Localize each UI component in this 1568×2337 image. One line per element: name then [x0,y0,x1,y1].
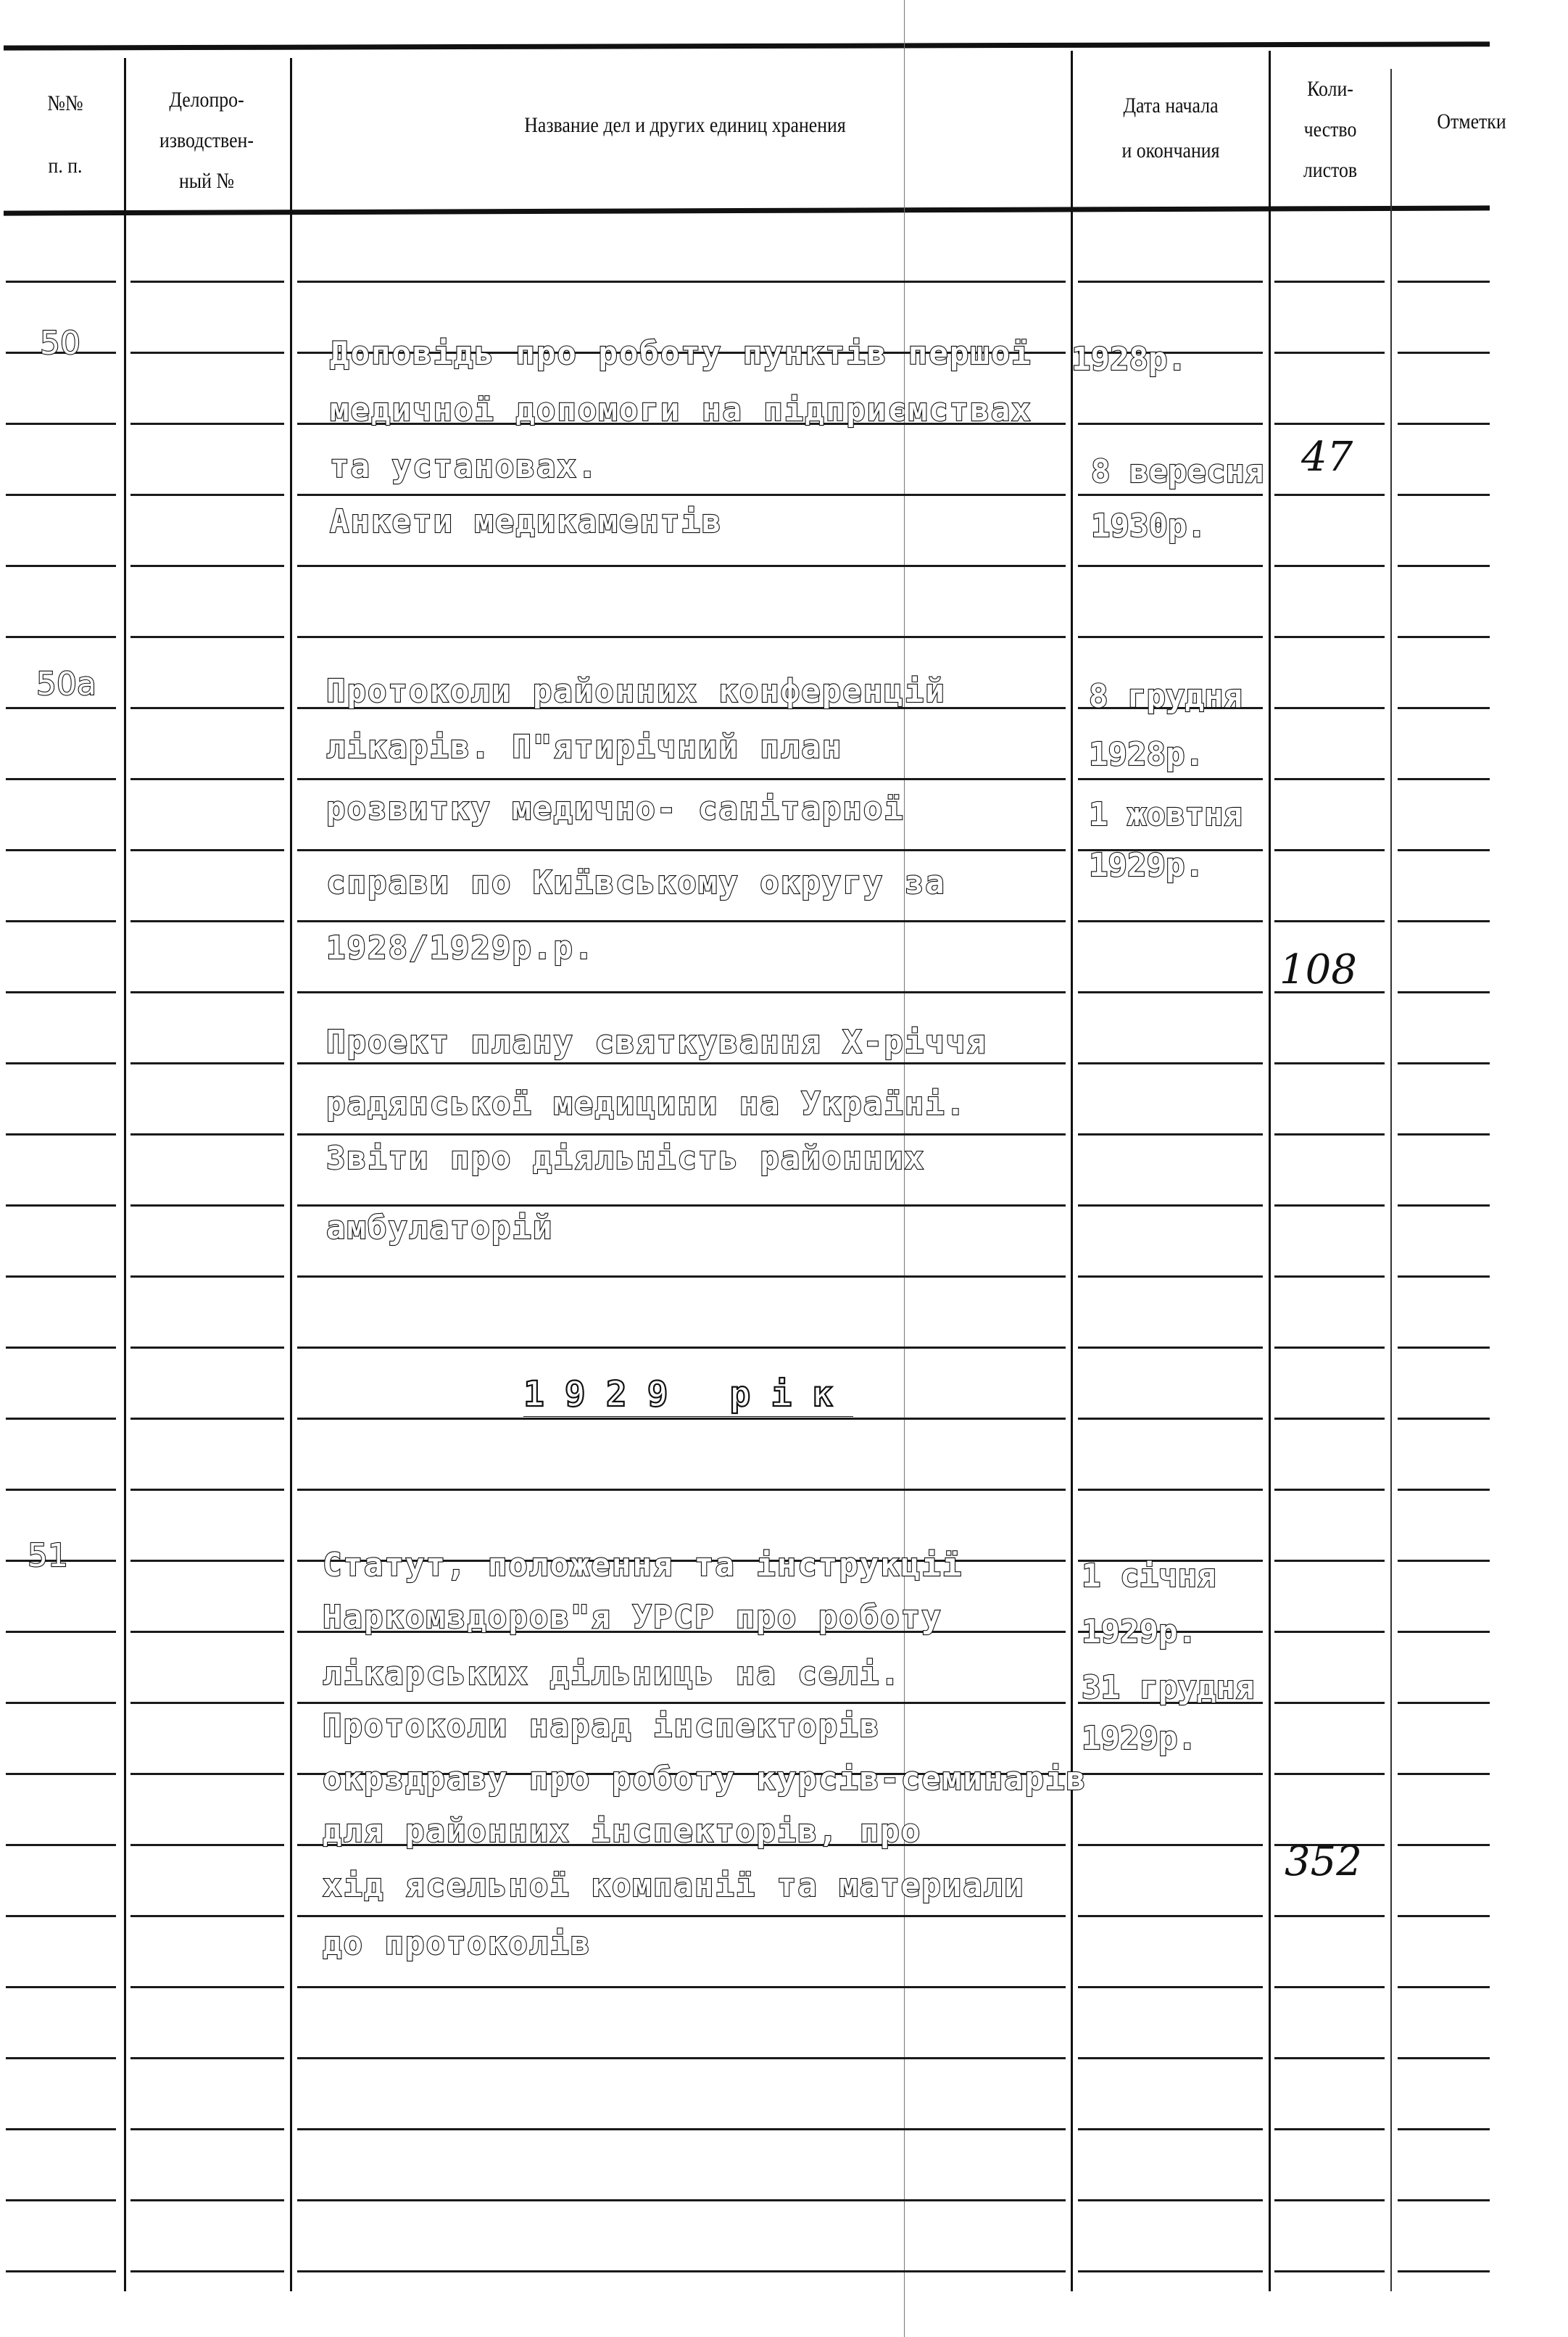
row-rule [1398,2128,1490,2130]
row-rule [1078,991,1263,993]
header-sheets [1280,69,1380,191]
row-rule [130,1702,284,1704]
row-rule [6,1347,116,1349]
row-rule [1274,1773,1385,1775]
row-rule [1274,1631,1385,1633]
entry-50a-date: 1 жовтня [1089,796,1243,833]
row-rule [1274,2270,1385,2272]
row-rule [1398,423,1490,425]
row-rule [1398,494,1490,496]
row-rule [1274,1204,1385,1207]
row-rule [130,849,284,851]
row-rule [1398,352,1490,354]
row-rule [6,423,116,425]
row-rule [1398,1986,1490,1988]
row-rule [130,1133,284,1136]
row-rule [1078,1986,1263,1988]
row-rule [1274,423,1385,425]
entry-50-number: 50 [40,325,80,362]
row-rule [1274,1347,1385,1349]
row-rule [1078,1489,1263,1491]
header-office-num [141,80,273,202]
row-rule [6,1133,116,1136]
row-rule [1274,2057,1385,2059]
row-rule [6,1275,116,1278]
row-rule [6,1986,116,1988]
row-rule [6,1489,116,1491]
row-rule [6,707,116,709]
row-rule [1274,1489,1385,1491]
header-bottom-rule [4,205,1490,215]
row-rule [130,352,284,354]
header-num-line2: п. п. [48,154,83,178]
row-rule [6,1915,116,1917]
entry-50a-title-line: Звіти про діяльність районних [326,1140,926,1177]
entry-50a-title-line: Протоколи районних конференцій [326,673,946,710]
row-rule [1274,707,1385,709]
row-rule [1274,1133,1385,1136]
row-rule [130,1844,284,1846]
row-rule [1274,352,1385,354]
row-rule [1078,920,1263,922]
row-rule [1398,1133,1490,1136]
row-rule [6,1062,116,1064]
header-sheets-line2: чество [1303,117,1357,141]
row-rule [130,1062,284,1064]
entry-50-date: 8 вересня [1091,453,1264,490]
row-rule [1398,565,1490,567]
row-rule [130,423,284,425]
row-rule [130,636,284,638]
row-rule [1274,2128,1385,2130]
row-rule [1398,1560,1490,1562]
row-rule [297,1133,1066,1136]
row-rule [6,636,116,638]
row-rule [6,1702,116,1704]
row-rule [130,1347,284,1349]
row-rule [1274,1702,1385,1704]
entry-50a-title-line: розвитку медично- санітарної [326,790,905,827]
row-rule [6,565,116,567]
header-title: Название дел и других единиц хранения [524,113,846,137]
row-rule [297,2199,1066,2201]
col-divider-3 [1071,51,1073,2291]
row-rule [1078,494,1263,496]
row-rule [1274,1062,1385,1064]
row-rule [130,1275,284,1278]
row-rule [297,920,1066,922]
row-rule [6,281,116,283]
row-rule [6,991,116,993]
header-sheets-line3: листов [1303,158,1358,182]
row-rule [1078,1844,1263,1846]
entry-50a-date: 1928р. [1089,736,1204,773]
row-rule [297,2057,1066,2059]
entry-51-date: 1929р. [1082,1720,1197,1757]
header-office-line2: изводствен- [159,128,254,152]
row-rule [1274,920,1385,922]
row-rule [1274,1915,1385,1917]
row-rule [297,2128,1066,2130]
row-rule [1274,2199,1385,2201]
entry-50a-date: 1929р. [1089,847,1204,884]
row-rule [6,494,116,496]
row-rule [1274,281,1385,283]
row-rule [6,2128,116,2130]
entry-50-title-line: медичної допомоги на підприємствах [330,392,1032,429]
row-rule [1398,1773,1490,1775]
row-rule [297,1702,1066,1704]
row-rule [1398,991,1490,993]
row-rule [1274,1560,1385,1562]
row-rule [1398,920,1490,922]
row-rule [1398,1702,1490,1704]
row-rule [6,849,116,851]
row-rule [297,1204,1066,1207]
row-rule [130,1773,284,1775]
header-office-line1: Делопро- [169,88,244,112]
row-rule [1078,2199,1263,2201]
row-rule [1274,494,1385,496]
row-rule [1398,1275,1490,1278]
entry-51-title-line: для районних інспекторів, про [323,1813,922,1850]
entry-51-title-line: до протоколів [323,1925,592,1962]
row-rule [130,2199,284,2201]
row-rule [1078,1275,1263,1278]
col-divider-4 [1269,51,1271,2291]
header-dates [1090,83,1252,173]
header-office-line3: ный № [178,169,235,193]
row-rule [297,565,1066,567]
row-rule [297,1489,1066,1491]
row-rule [130,920,284,922]
entry-51-sheet-count: 352 [1285,1838,1362,1885]
entry-51-date: 1929р. [1082,1613,1197,1650]
row-rule [297,636,1066,638]
row-rule [130,2128,284,2130]
row-rule [297,1347,1066,1349]
row-rule [1078,778,1263,780]
row-rule [130,1560,284,1562]
row-rule [1398,2270,1490,2272]
row-rule [130,707,284,709]
row-rule [297,281,1066,283]
row-rule [130,281,284,283]
entry-51-title-line: лікарських дільниць на селі. [323,1655,901,1692]
row-rule [297,494,1066,496]
header-dates-line1: Дата начала [1123,94,1219,117]
row-rule [130,1986,284,1988]
row-rule [1274,565,1385,567]
row-rule [297,2270,1066,2272]
row-rule [297,849,1066,851]
row-rule [6,1773,116,1775]
row-rule [1078,565,1263,567]
row-rule [1398,849,1490,851]
row-rule [1078,423,1263,425]
row-rule [6,920,116,922]
header-top-rule [4,41,1490,50]
row-rule [1274,1275,1385,1278]
row-rule [1398,1347,1490,1349]
entry-50a-title-line: амбулаторій [326,1209,554,1246]
entry-50-date: 1930р. [1091,508,1206,545]
row-rule [1078,281,1263,283]
entry-51-title-line: Протоколи нарад інспекторів [323,1708,881,1745]
entry-50-title-line: Доповідь про роботу пунктів першої [330,335,1032,372]
row-rule [6,1418,116,1420]
col-divider-2 [290,58,292,2291]
entry-50a-title-line: радянської медицини на Україні. [326,1085,967,1122]
row-rule [1398,778,1490,780]
header-dates-line2: и окончания [1121,138,1220,162]
row-rule [1398,2057,1490,2059]
row-rule [1078,2057,1263,2059]
entry-50a-number: 50а [36,666,96,703]
row-rule [1398,1631,1490,1633]
entry-50a-title-line: лікарів. П"ятирічний план [326,729,843,766]
row-rule [1398,636,1490,638]
header-num [22,87,109,183]
row-rule [130,1204,284,1207]
entry-51-date: 31 грудня [1082,1669,1255,1706]
row-rule [1274,1418,1385,1420]
row-rule [297,1275,1066,1278]
row-rule [130,778,284,780]
row-rule [130,2270,284,2272]
entry-51-title-line: хід ясельної компанії та материали [323,1867,1025,1904]
row-rule [130,1631,284,1633]
row-rule [130,1418,284,1420]
row-rule [1078,1915,1263,1917]
row-rule [1078,1204,1263,1207]
header-num-line1: №№ [47,91,83,115]
entry-50a-date: 8 грудня [1089,678,1243,715]
entry-50-title-line: та установах. [330,448,599,485]
row-rule [1078,2128,1263,2130]
row-rule [1398,1844,1490,1846]
row-rule [1398,1062,1490,1064]
row-rule [1078,1773,1263,1775]
col-divider-5 [1390,69,1392,2291]
row-rule [297,1062,1066,1064]
row-rule [297,1986,1066,1988]
entry-50-sheet-count: 47 [1301,434,1353,481]
entry-51-title-line: Наркомздоров"я УРСР про роботу [323,1599,942,1636]
row-rule [6,778,116,780]
row-rule [130,494,284,496]
row-rule [6,1844,116,1846]
row-rule [1078,1347,1263,1349]
row-rule [6,2199,116,2201]
row-rule [130,565,284,567]
row-rule [130,1489,284,1491]
row-rule [130,1915,284,1917]
row-rule [1398,1489,1490,1491]
row-rule [1398,1418,1490,1420]
header-sheets-line1: Коли- [1307,77,1353,101]
row-rule [1398,1204,1490,1207]
row-rule [6,1204,116,1207]
entry-50a-title-line: Проект плану святкування Х-річчя [326,1024,987,1061]
year-heading: 1929 рік [523,1374,853,1419]
row-rule [297,1915,1066,1917]
row-rule [1078,1418,1263,1420]
row-rule [1078,1133,1263,1136]
col-divider-1 [124,58,126,2291]
row-rule [6,2057,116,2059]
entry-50a-title-line: справи по Київському округу за [326,864,946,901]
row-rule [297,991,1066,993]
row-rule [130,2057,284,2059]
row-rule [130,991,284,993]
row-rule [1078,1062,1263,1064]
row-rule [297,778,1066,780]
entry-50-date: 1928р. [1071,341,1187,378]
entry-51-date: 1 січня [1082,1558,1216,1594]
row-rule [1274,636,1385,638]
header-notes: Отметки [1437,109,1506,133]
entry-51-title-line: окрздраву про роботу курсів-семинарів [323,1761,1087,1798]
row-rule [1274,1986,1385,1988]
row-rule [1274,849,1385,851]
entry-50a-title-line: 1928/1929р.р. [326,930,595,967]
row-rule [1398,2199,1490,2201]
row-rule [1398,707,1490,709]
row-rule [1078,636,1263,638]
entry-51-number: 51 [28,1537,68,1574]
entry-50a-sheet-count: 108 [1279,946,1357,993]
row-rule [6,2270,116,2272]
entry-51-title-line: Статут, положення та інструкції [323,1547,963,1584]
row-rule [1078,2270,1263,2272]
row-rule [1398,1915,1490,1917]
row-rule [1398,281,1490,283]
row-rule [1274,778,1385,780]
entry-50-title-line: Анкети медикаментів [330,503,723,540]
row-rule [6,1631,116,1633]
